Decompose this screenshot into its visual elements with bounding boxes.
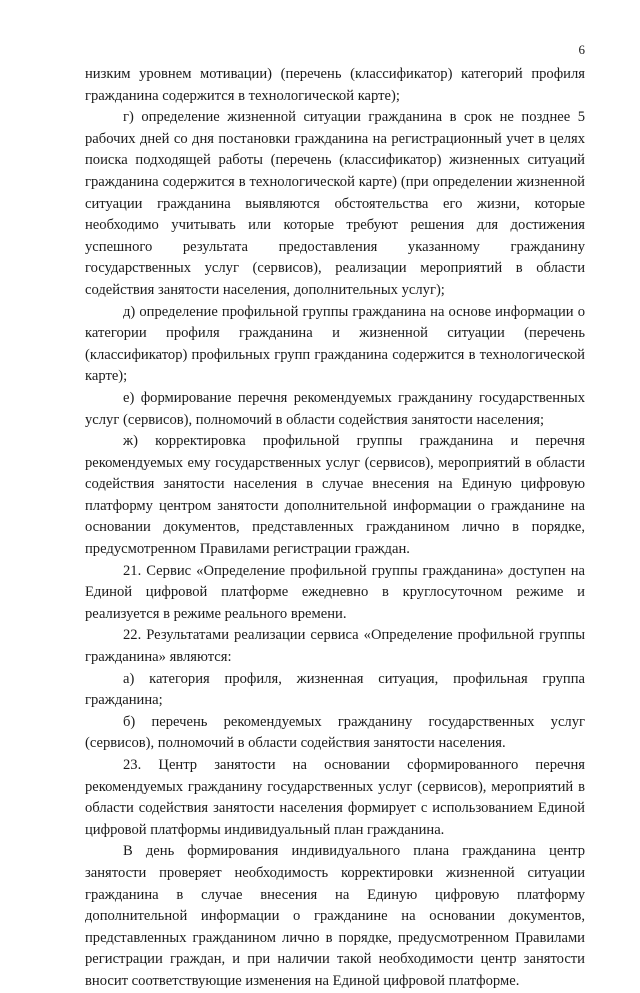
page-number: 6 xyxy=(578,42,585,57)
paragraph-item-b: б) перечень рекомендуемых гражданину государственных услуг (сервисов), полномочий в области содействия занятости населения. xyxy=(85,713,585,752)
paragraph-plan-check: В день формирования индивидуального плана гражданина центр занятости проверяет необходимость корректировки жизненной ситуации гражданина в случае внесения на Единую цифровую платформу дополнительной информации о гражданине на основании документов, представленных гражданином лично в порядке, предусмотренном Правилами регистрации граждан, и при наличии такой необходимости центр занятости вносит соответствующие изменения на Единой цифровой платформе. xyxy=(85,843,585,989)
paragraph-21: 21. Сервис «Определение профильной группы гражданина» доступен на Единой цифровой платформе ежедневно в круглосуточном режиме и реализуется в режиме реального времени. xyxy=(85,562,585,622)
paragraph-continuation: низким уровнем мотивации) (перечень (классификатор) категорий профиля гражданина содержится в технологической карте); xyxy=(85,66,585,104)
paragraph-item-d: д) определение профильной группы гражданина на основе информации о категории профиля гражданина и жизненной ситуации (перечень (классификатор) профильных групп гражданина содержится в технологической карте); xyxy=(85,303,585,385)
paragraph-item-g: г) определение жизненной ситуации гражданина в срок не позднее 5 рабочих дней со дня постановки гражданина на регистрационный учет в целях поиска подходящей работы (перечень (классификатор) жизненных ситуаций гражданина содержится в технологической карте) (при определении жизненной ситуации гражданина выявляются обстоятельства его жизни, которые необходимо учитывать или которые требуют решения для достижения успешного результата предоставления указанному гражданину государственных услуг (сервисов), реализации мероприятий в области содействия занятости населения, дополнительных услуг); xyxy=(85,109,585,298)
paragraph-item-a: а) категория профиля, жизненная ситуация, профильная группа гражданина; xyxy=(85,670,585,709)
paragraph-23: 23. Центр занятости на основании сформированного перечня рекомендуемых гражданину государственных услуг (сервисов), мероприятий в области содействия занятости населения формирует с использованием Единой цифровой платформы индивидуальный план гражданина. xyxy=(85,757,585,838)
paragraph-item-zh: ж) корректировка профильной группы гражданина и перечня рекомендуемых ему государственных услуг (сервисов), мероприятий в области содействия занятости населения в случае внесения на Единую цифровую платформу центром занятости дополнительной информации о гражданине на основании документов, представленных гражданином лично в порядке, предусмотренном Правилами регистрации граждан. xyxy=(85,433,585,558)
document-body xyxy=(85,64,585,993)
paragraph-item-e: е) формирование перечня рекомендуемых гражданину государственных услуг (сервисов), полномочий в области содействия занятости населения; xyxy=(85,389,585,428)
paragraph-22: 22. Результатами реализации сервиса «Определение профильной группы гражданина» являются: xyxy=(85,627,585,666)
